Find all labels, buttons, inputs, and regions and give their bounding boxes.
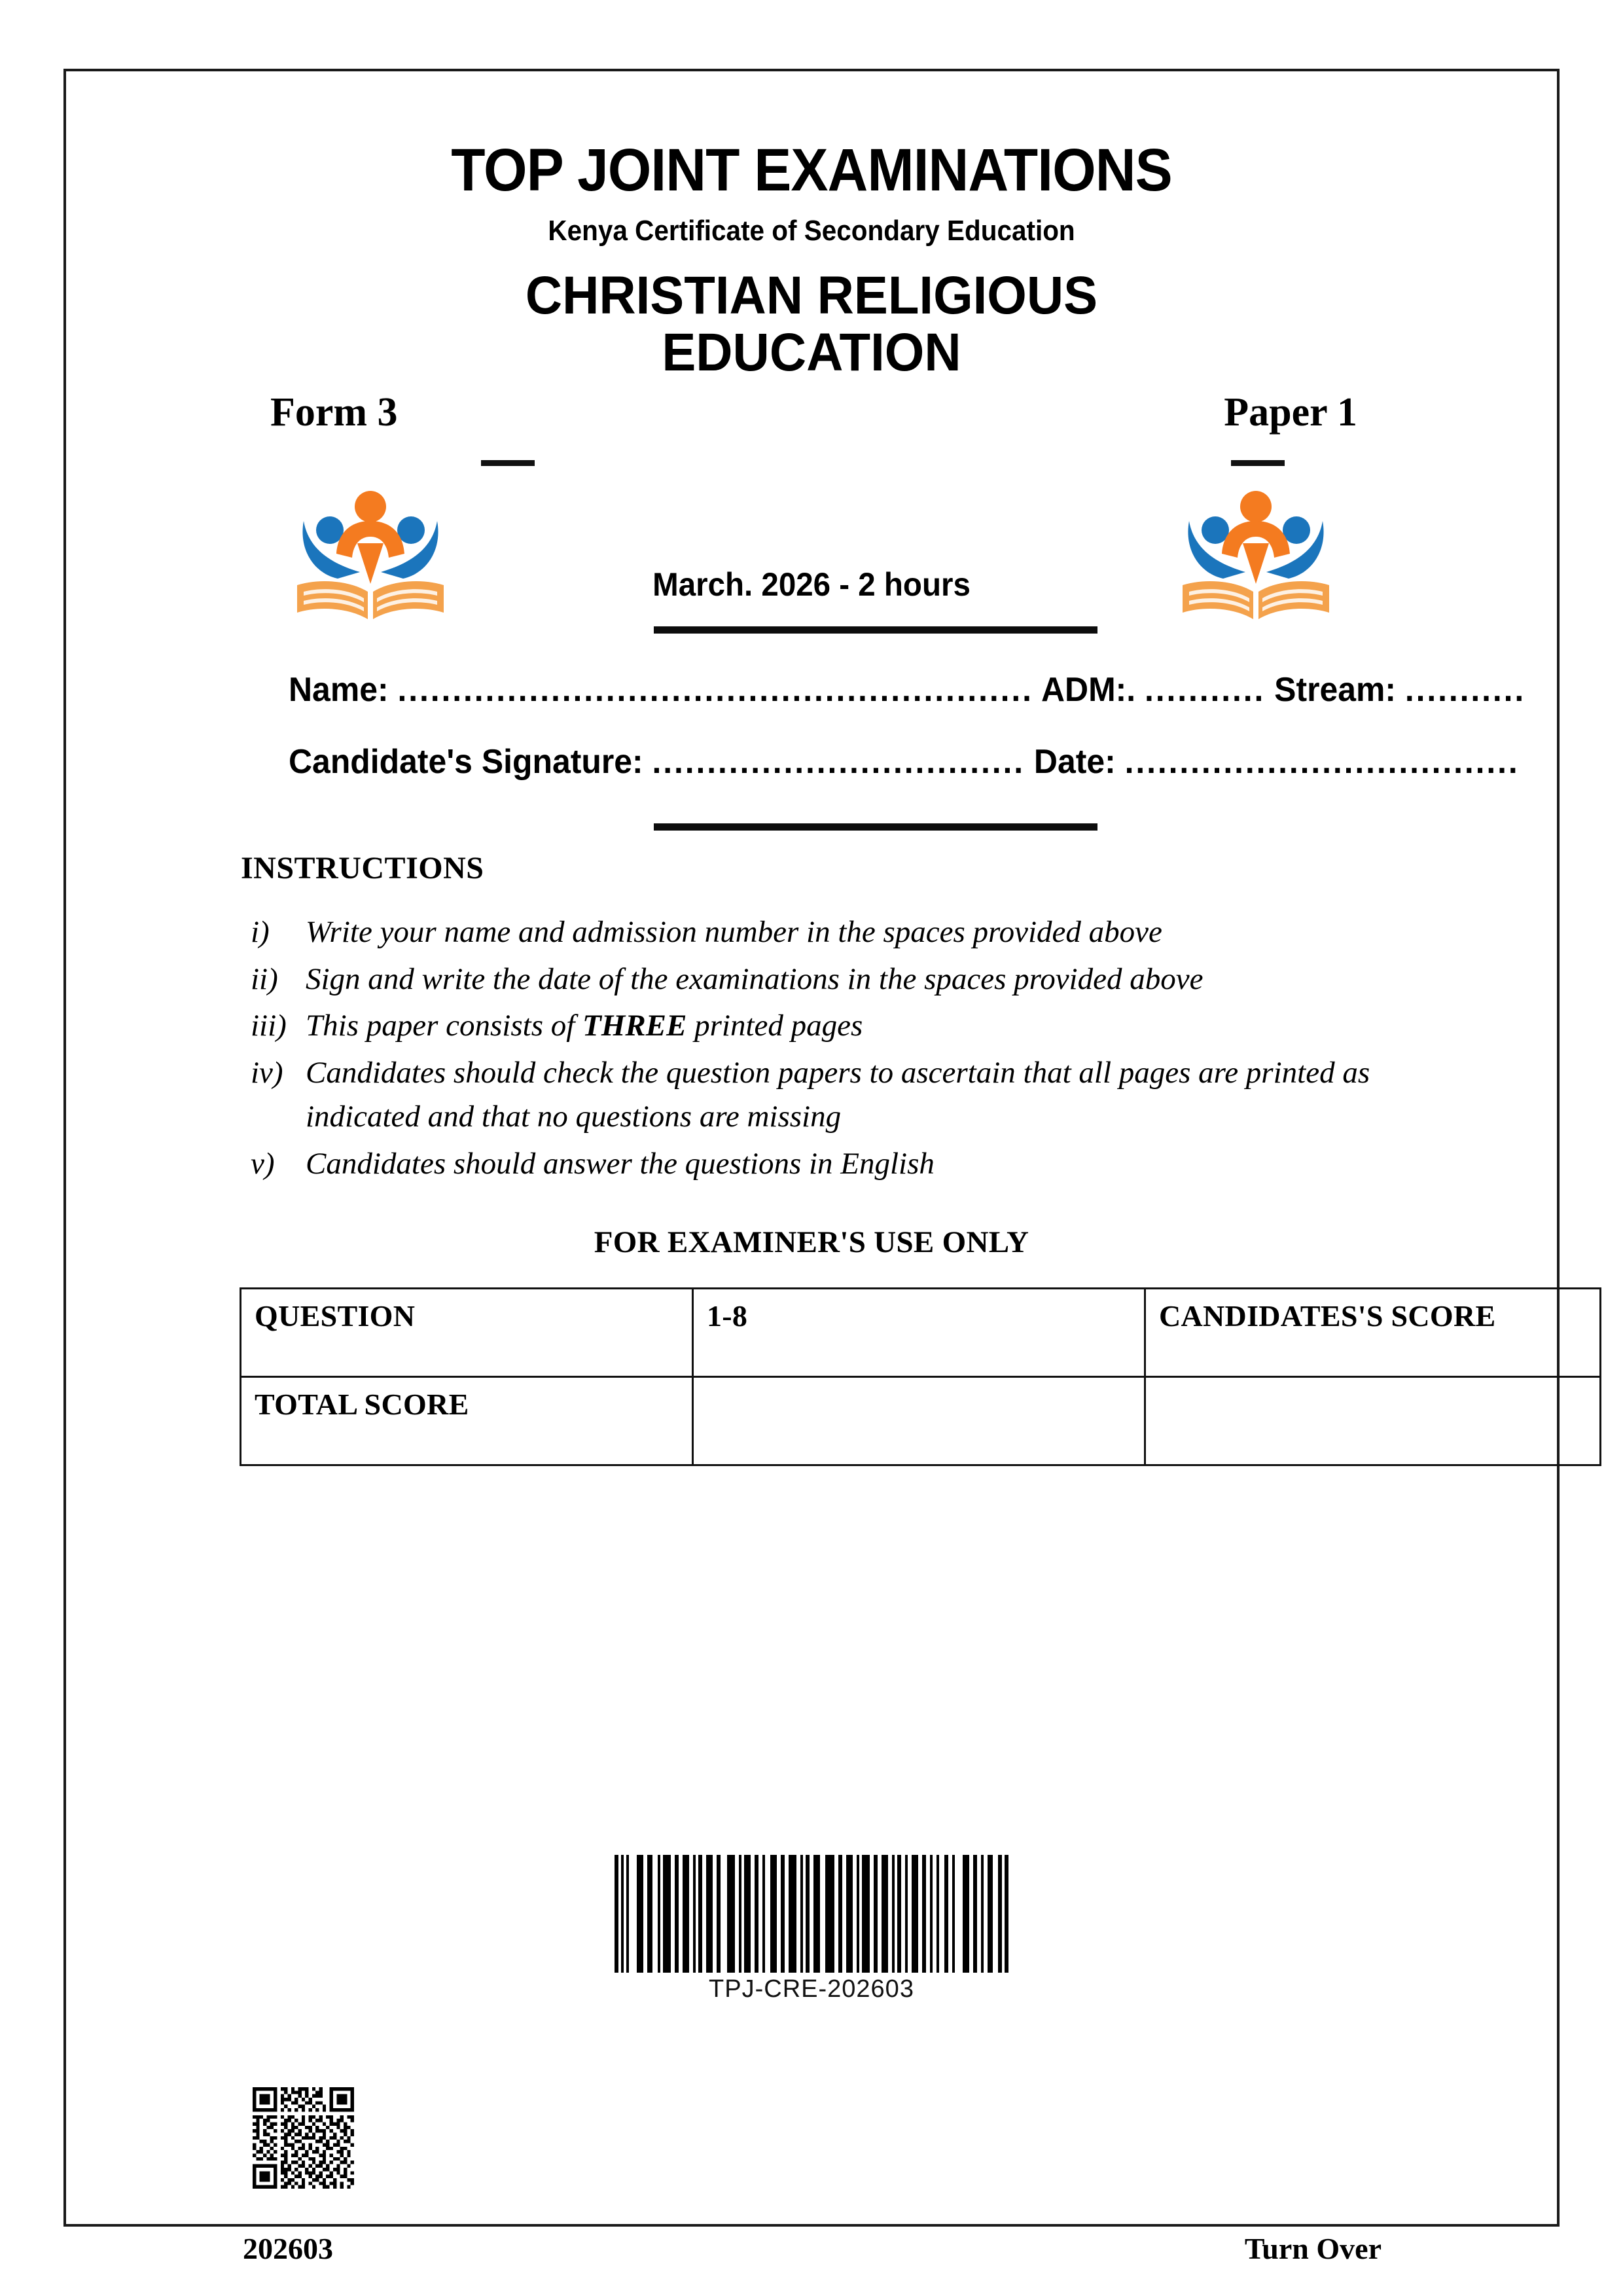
adm-input-line[interactable]: ........... — [1145, 671, 1266, 709]
instruction-item — [251, 1142, 1494, 1186]
candidate-signature-row — [289, 742, 1520, 781]
rule-under-signature — [654, 823, 1097, 831]
stream-input-line[interactable]: ........... — [1404, 671, 1526, 709]
instruction-text — [306, 1004, 1494, 1048]
paper-number-label: Paper 1 — [1224, 390, 1357, 435]
stream-label: Stream: — [1274, 671, 1397, 709]
barcode-block — [612, 1855, 1011, 2003]
footer-paper-code: 202603 — [243, 2232, 333, 2265]
name-label: Name: — [289, 671, 389, 709]
date-input-line[interactable]: .................................... — [1124, 743, 1520, 781]
instructions-list — [251, 910, 1494, 1189]
page-frame — [63, 69, 1560, 2265]
barcode-icon — [612, 1855, 1011, 1973]
table-cell-question-label: QUESTION — [241, 1289, 693, 1377]
instruction-emphasis: THREE — [582, 1009, 687, 1043]
table-cell-total-range[interactable] — [693, 1377, 1145, 1465]
instruction-text: Candidates should check the question papers to ascertain that all pages are printed as indicated and that no questions are missing — [306, 1056, 1370, 1134]
document-header — [66, 71, 1557, 603]
instruction-item — [251, 958, 1494, 1001]
exam-body-title: TOP JOINT EXAMINATIONS — [451, 137, 1172, 204]
barcode-label: TPJ-CRE-202603 — [709, 1975, 914, 2003]
footer-turn-over: Turn Over — [1244, 2232, 1382, 2265]
table-row — [241, 1289, 1601, 1377]
instruction-item — [251, 1004, 1494, 1048]
instruction-marker: ii) — [251, 961, 278, 996]
instruction-item — [251, 910, 1494, 954]
dash-left-icon — [481, 460, 535, 466]
instruction-text: Write your name and admission number in the spaces provided above — [306, 915, 1162, 949]
signature-label: Candidate's Signature: — [289, 743, 643, 781]
instruction-item — [251, 1051, 1494, 1138]
instruction-marker: iii) — [251, 1009, 287, 1043]
subject-title-line2: EDUCATION — [662, 322, 961, 382]
qr-code-icon — [253, 2087, 354, 2189]
adm-label: ADM:. — [1041, 671, 1136, 709]
table-cell-total-score[interactable] — [1145, 1377, 1601, 1465]
examiner-score-table — [240, 1287, 1601, 1466]
instruction-marker: iv) — [251, 1056, 283, 1090]
name-input-line[interactable]: .......................................................... — [397, 671, 1033, 709]
table-cell-total-label: TOTAL SCORE — [241, 1377, 693, 1465]
signature-input-line[interactable]: .................................. — [652, 743, 1026, 781]
instruction-text: Candidates should answer the questions in English — [306, 1146, 935, 1181]
instruction-text: Sign and write the date of the examinations in the spaces provided above — [306, 961, 1204, 996]
rule-under-date — [654, 626, 1097, 634]
table-cell-score-label: CANDIDATES'S SCORE — [1145, 1289, 1601, 1377]
instruction-text-before: This paper consists of — [306, 1009, 583, 1043]
instruction-marker: v) — [251, 1146, 275, 1181]
examiner-use-heading: FOR EXAMINER'S USE ONLY — [594, 1225, 1029, 1259]
date-label: Date: — [1033, 743, 1116, 781]
dash-right-icon — [1231, 460, 1285, 466]
instruction-marker: i) — [251, 915, 270, 949]
table-cell-question-range: 1-8 — [693, 1289, 1145, 1377]
table-row — [241, 1377, 1601, 1465]
form-level-label: Form 3 — [270, 390, 398, 435]
exam-date-duration: March. 2026 - 2 hours — [652, 566, 971, 603]
certificate-subtitle: Kenya Certificate of Secondary Education — [548, 215, 1075, 247]
subject-title-line1: CHRISTIAN RELIGIOUS — [525, 266, 1098, 325]
instruction-text-after: printed pages — [687, 1009, 863, 1043]
subject-title — [445, 268, 1178, 382]
instructions-heading: INSTRUCTIONS — [241, 851, 484, 886]
candidate-name-row — [289, 670, 1526, 709]
